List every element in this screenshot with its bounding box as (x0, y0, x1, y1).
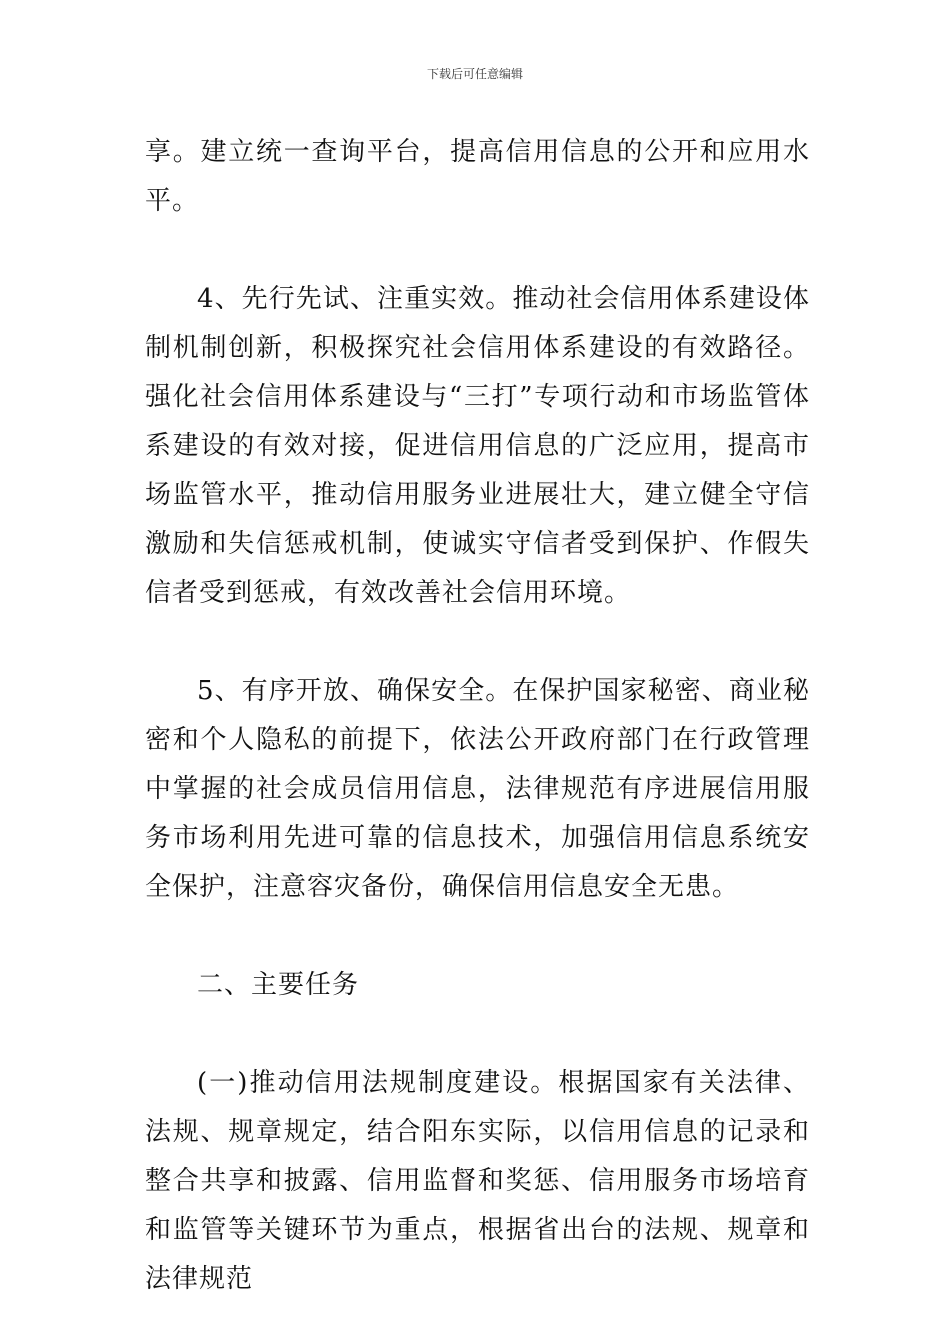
section-heading-main-tasks: 二、主要任务 (197, 970, 360, 1000)
paragraph-gap (145, 226, 810, 275)
paragraph-principle-5: 5、有序开放、确保安全。在保护国家秘密、商业秘密和个人隐私的前提下，依法公开政府部门在行政管理中掌握的社会成员信用信息，法律规范有序进展信用服务市场利用先进可靠的信息技术，加强信用信息系统安全保护，注意容灾备份，确保信用信息安全无患。 (145, 676, 810, 902)
paragraph-gap (145, 618, 810, 667)
header-note: 下载后可任意编辑 (426, 67, 523, 81)
document-body (145, 128, 810, 1304)
paragraph-principle-4: 4、先行先试、注重实效。推动社会信用体系建设体制机制创新，积极探究社会信用体系建设的有效路径。强化社会信用体系建设与“三打”专项行动和市场监管体系建设的有效对接，促进信用信息的广泛应用，提高市场监管水平，推动信用服务业进展壮大，建立健全守信激励和失信惩戒机制，使诚实守信者受到保护、作假失信者受到惩戒，有效改善社会信用环境。 (145, 284, 810, 608)
paragraph-continuation: 享。建立统一查询平台，提高信用信息的公开和应用水平。 (145, 137, 810, 216)
paragraph-gap (145, 1010, 810, 1059)
paragraph-gap (145, 912, 810, 961)
paragraph-task-1: (一)推动信用法规制度建设。根据国家有关法律、法规、规章规定，结合阳东实际，以信用信息的记录和整合共享和披露、信用监督和奖惩、信用服务市场培育和监管等关键环节为重点，根据省出台的法规、规章和法律规范 (145, 1068, 810, 1294)
